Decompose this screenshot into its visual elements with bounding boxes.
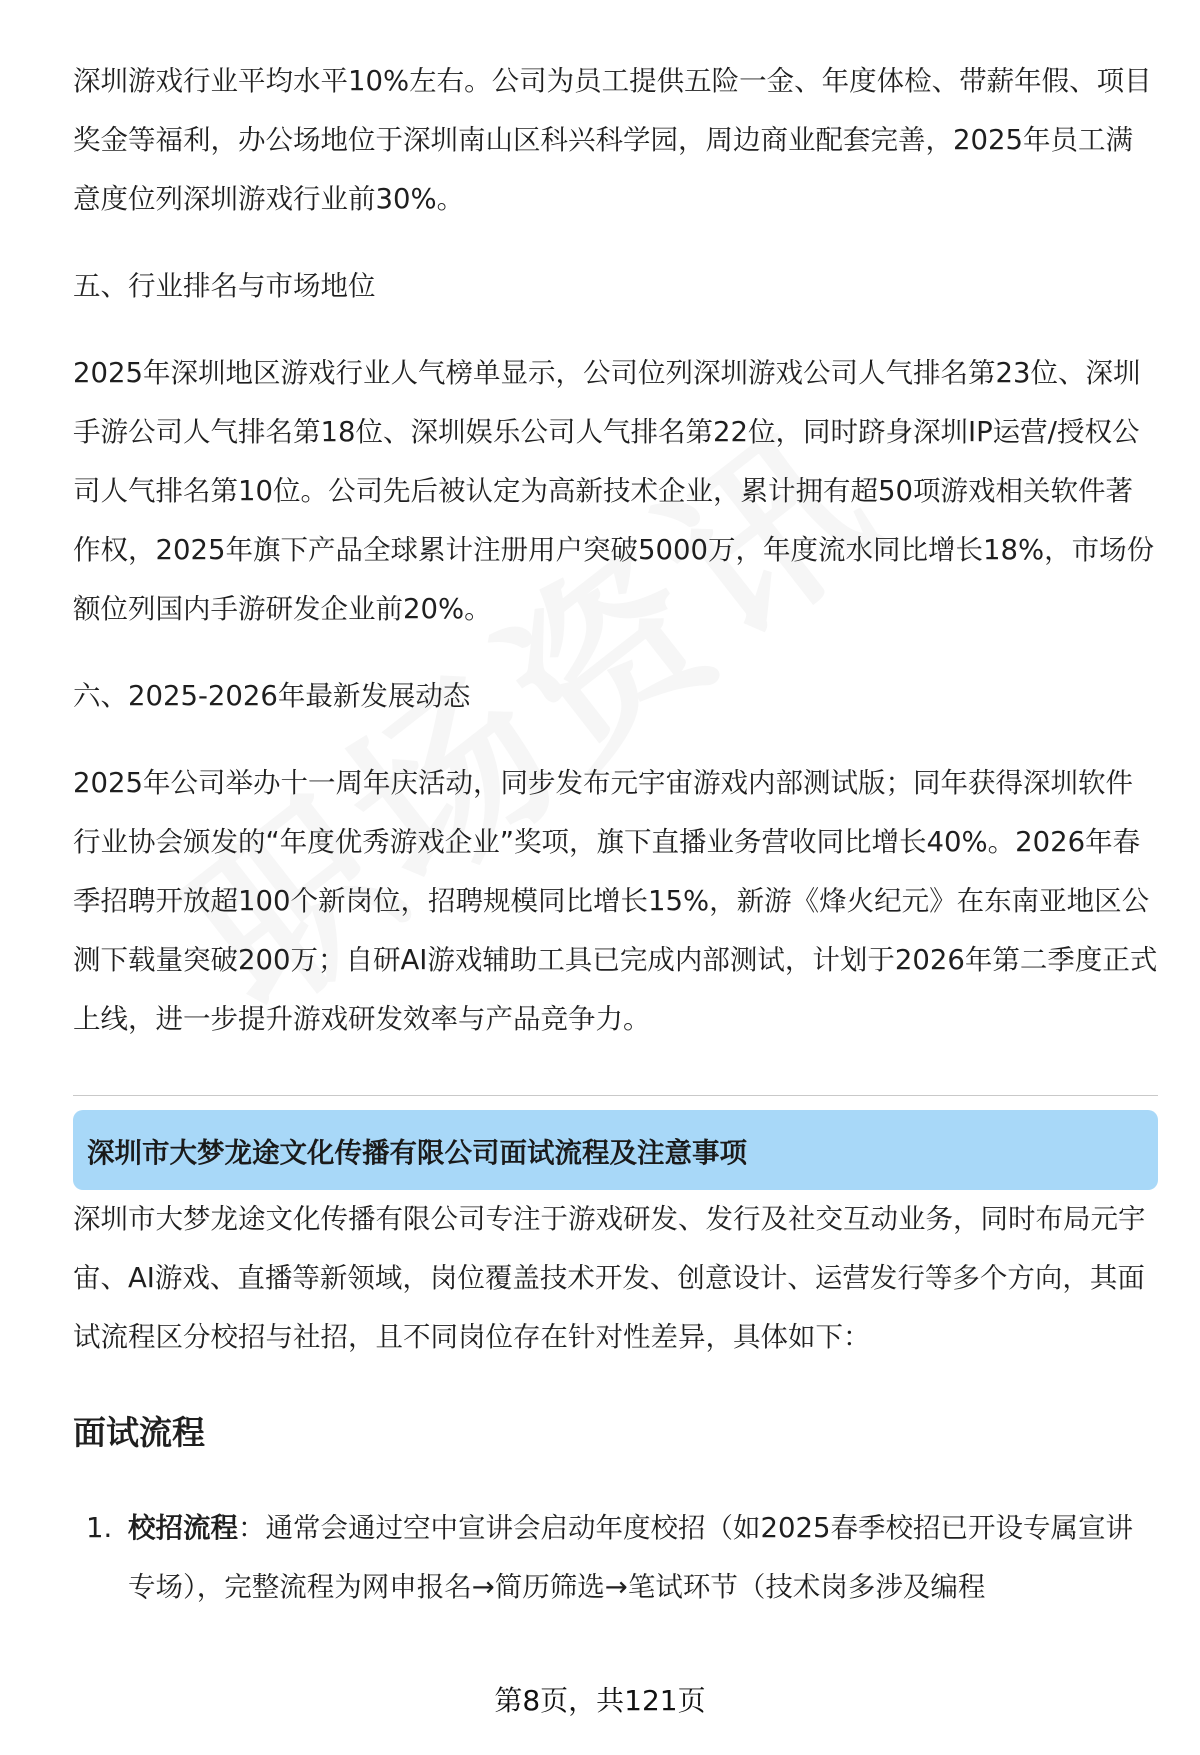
paragraph-intro: 深圳市大梦龙途文化传播有限公司专注于游戏研发、发行及社交互动业务，同时布局元宇宙、AI游戏、直播等新领域，岗位覆盖技术开发、创意设计、运营发行等多个方向，其面试流程区分校招与社招，且不同岗位存在针对性差异，具体如下： — [73, 1203, 1146, 1353]
section-heading-developments: 六、2025-2026年最新发展动态 — [73, 680, 471, 712]
page-number-footer: 第8页，共121页 — [494, 1684, 706, 1717]
list-item-number: 1. — [86, 1512, 113, 1544]
section-heading-ranking: 五、行业排名与市场地位 — [73, 270, 376, 302]
interview-steps-list — [73, 1499, 1158, 1617]
paragraph-ranking: 2025年深圳地区游戏行业人气榜单显示，公司位列深圳游戏公司人气排名第23位、深圳手游公司人气排名第18位、深圳娱乐公司人气排名第22位，同时跻身深圳IP运营/授权公司人气排名第10位。公司先后被认定为高新技术企业，累计拥有超50项游戏相关软件著作权，2025年旗下产品全球累计注册用户突破5000万，年度流水同比增长18%，市场份额位列国内手游研发企业前20%。 — [73, 357, 1155, 625]
banner-title: 深圳市大梦龙途文化传播有限公司面试流程及注意事项 — [87, 1137, 747, 1169]
list-item-label: 校招流程 — [128, 1512, 238, 1544]
interview-heading: 面试流程 — [73, 1413, 205, 1452]
list-item-text: ：通常会通过空中宣讲会启动年度校招（如2025春季校招已开设专属宣讲专场），完整流程为网申报名→简历筛选→笔试环节（技术岗多涉及编程 — [128, 1512, 1133, 1603]
paragraph-benefits: 深圳游戏行业平均水平10%左右。公司为员工提供五险一金、年度体检、带薪年假、项目奖金等福利，办公场地位于深圳南山区科兴科学园，周边商业配套完善，2025年员工满意度位列深圳游戏行业前30%。 — [73, 65, 1152, 215]
page-content — [73, 52, 1158, 1617]
list-item — [73, 1499, 1158, 1617]
paragraph-developments: 2025年公司举办十一周年庆活动，同步发布元宇宙游戏内部测试版；同年获得深圳软件行业协会颁发的“年度优秀游戏企业”奖项，旗下直播业务营收同比增长40%。2026年春季招聘开放超100个新岗位，招聘规模同比增长15%，新游《烽火纪元》在东南亚地区公测下载量突破200万；自研AI游戏辅助工具已完成内部测试，计划于2026年第二季度正式上线，进一步提升游戏研发效率与产品竞争力。 — [73, 767, 1158, 1035]
section-divider — [73, 1095, 1158, 1096]
section-banner — [73, 1110, 1158, 1190]
